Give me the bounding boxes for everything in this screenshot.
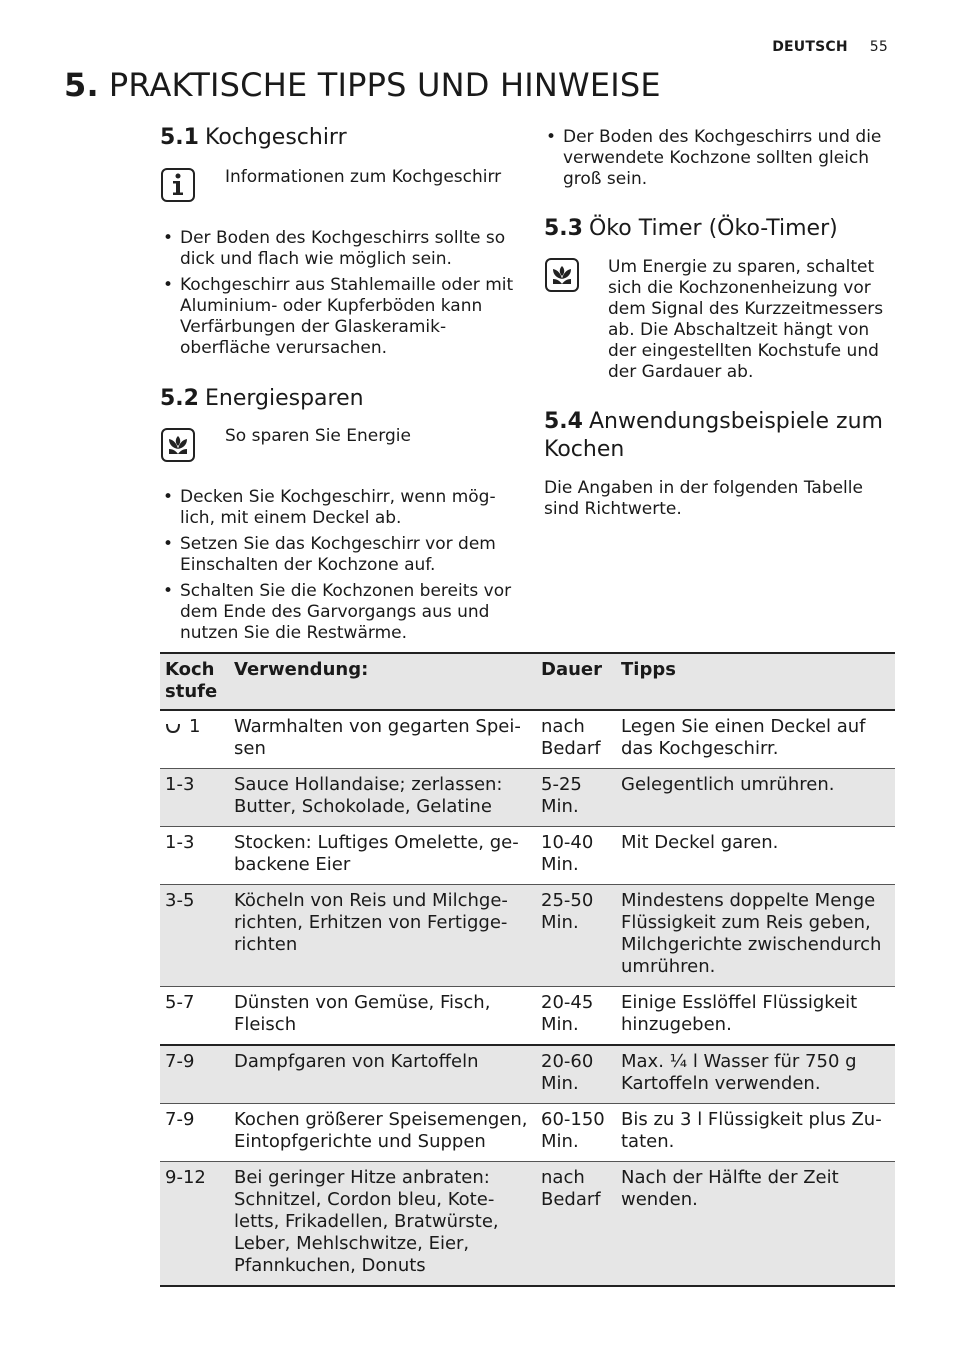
cell-verwendung: Dünsten von Gemüse, Fisch, Fleisch — [234, 992, 491, 1035]
list-item: • Decken Sie Kochgeschirr, wenn möglich, mit einem Deckel ab. — [162, 487, 517, 529]
cell-tipps: Gelegentlich umrühren. — [616, 769, 895, 827]
section-5-2-title — [160, 385, 364, 413]
bullet-list-right — [545, 127, 895, 195]
eco-timer-note: Um Energie zu sparen, schaltet sich die Kochzonenheizung vor dem Signal des Kurzzeitmessers ab. Die Abschaltzeit hängt von der eingestellten Kochstufe und der Gardauer ab. — [608, 257, 884, 382]
header-koch-stufe — [160, 653, 229, 710]
table-row — [160, 1162, 895, 1287]
cell-dauer: 5-25 Min. — [536, 769, 616, 827]
section-title-text: Anwendungsbeispiele zum Kochen — [544, 409, 883, 462]
eco-leaf-icon — [545, 258, 579, 292]
cell-tipps: Bis zu 3 l Flüssigkeit plus Zutaten. — [621, 1109, 882, 1152]
cell-stufe: 9-12 — [160, 1162, 229, 1287]
cell-dauer: nach Bedarf — [541, 716, 601, 759]
section-title-text: Energiesparen — [204, 386, 364, 411]
section-5-3-title — [544, 215, 838, 243]
section-number: 5.2 — [160, 386, 199, 411]
eco-leaf-icon — [161, 428, 195, 462]
cell-tipps: Max. ¼ l Wasser für 750 g Kartoffeln verwenden. — [616, 1045, 895, 1104]
table-row — [160, 827, 895, 885]
table-row — [160, 710, 895, 769]
section-5-1-title — [160, 124, 347, 152]
section-title-text: Öko Timer (Öko-Timer) — [588, 216, 838, 241]
list-item: • Der Boden des Kochgeschirrs sollte so dick und flach wie möglich sein. — [162, 228, 517, 270]
list-item: • Schalten Sie die Kochzonen bereits vor dem Ende des Garvorgangs aus und nutzen Sie die Restwärme. — [162, 581, 517, 644]
list-item: • Setzen Sie das Kochgeschirr vor dem Einschalten der Kochzone auf. — [162, 534, 517, 576]
table-header-row — [160, 653, 895, 710]
header-dauer: Dauer — [536, 653, 616, 710]
page-header — [772, 39, 888, 55]
cell-stufe: 5-7 — [165, 992, 195, 1013]
cell-verwendung: Köcheln von Reis und Milchgerichten, Erhitzen von Fertiggerichten — [229, 885, 536, 987]
stufe-value: 1 — [189, 716, 201, 737]
list-item: • Der Boden des Kochgeschirrs und die verwendete Kochzone sollten gleich groß sein. — [545, 127, 895, 190]
section-5-4-title — [544, 408, 904, 464]
header-tipps: Tipps — [616, 653, 895, 710]
cell-dauer: 20-60 Min. — [536, 1045, 616, 1104]
cell-tipps: Einige Esslöffel Flüssigkeit hinzugeben. — [621, 992, 858, 1035]
cell-stufe: 1-3 — [160, 769, 229, 827]
cell-stufe — [160, 710, 229, 769]
section-number: 5.3 — [544, 216, 583, 241]
cell-verwendung: Sauce Hollandaise; zerlassen: Butter, Schokolade, Gelatine — [229, 769, 536, 827]
bullet-list-5-1 — [162, 228, 517, 364]
keep-warm-icon — [165, 718, 181, 740]
cell-tipps: Mit Deckel garen. — [621, 832, 779, 853]
cell-dauer: nach Bedarf — [536, 1162, 616, 1287]
page-number: 55 — [869, 39, 888, 55]
eco-note: So sparen Sie Energie — [225, 426, 411, 446]
cell-stufe: 1-3 — [165, 832, 195, 853]
table-row — [160, 1104, 895, 1162]
section-5-4-text: Die Angaben in der folgenden Tabelle sind Richtwerte. — [544, 478, 863, 519]
cell-dauer: 10-40 Min. — [541, 832, 594, 875]
cell-tipps: Mindestens doppelte Menge Flüssigkeit zum Reis geben, Milchgerichte zwischendurch umrühren. — [616, 885, 895, 987]
cell-verwendung: Bei geringer Hitze anbraten: Schnitzel, Cordon bleu, Koteletts, Frikadellen, Bratwürste, Leber, Mehlschwitze, Eier, Pfannkuchen, Donuts — [229, 1162, 536, 1287]
cell-tipps: Legen Sie einen Deckel auf das Kochgeschirr. — [621, 716, 866, 759]
header-verwendung: Verwendung: — [229, 653, 536, 710]
list-item: • Kochgeschirr aus Stahlemaille oder mit Aluminium- oder Kupferböden kann Verfärbungen der Glaskeramikoberfläche verursachen. — [162, 275, 517, 359]
bullet-list-5-2 — [162, 487, 517, 649]
cell-dauer: 20-45 Min. — [541, 992, 594, 1035]
info-note: Informationen zum Kochgeschirr — [225, 167, 502, 187]
cell-stufe: 7-9 — [165, 1109, 195, 1130]
chapter-number: 5. — [64, 66, 99, 104]
table-row — [160, 987, 895, 1046]
info-icon — [161, 168, 195, 202]
table-row — [160, 769, 895, 827]
cell-tipps: Nach der Hälfte der Zeit wenden. — [616, 1162, 895, 1287]
cell-stufe: 3-5 — [160, 885, 229, 987]
header-text: Koch stufe — [165, 659, 218, 702]
cell-dauer: 60-150 Min. — [541, 1109, 605, 1152]
section-title-text: Kochgeschirr — [204, 125, 347, 150]
cell-stufe: 7-9 — [160, 1045, 229, 1104]
chapter-title-text: PRAKTISCHE TIPPS UND HINWEISE — [108, 66, 661, 104]
section-number: 5.4 — [544, 409, 583, 434]
table-row — [160, 1045, 895, 1104]
cell-verwendung: Dampfgaren von Kartoffeln — [229, 1045, 536, 1104]
language-label: DEUTSCH — [772, 39, 848, 55]
cell-dauer: 25-50 Min. — [536, 885, 616, 987]
section-number: 5.1 — [160, 125, 199, 150]
table-row — [160, 885, 895, 987]
cooking-table — [160, 652, 895, 1287]
cell-verwendung: Stocken: Luftiges Omelette, gebackene Eier — [234, 832, 519, 875]
chapter-title — [64, 66, 661, 104]
cell-verwendung: Warmhalten von gegarten Speisen — [234, 716, 521, 759]
cell-verwendung: Kochen größerer Speisemengen, Eintopfgerichte und Suppen — [234, 1109, 528, 1152]
